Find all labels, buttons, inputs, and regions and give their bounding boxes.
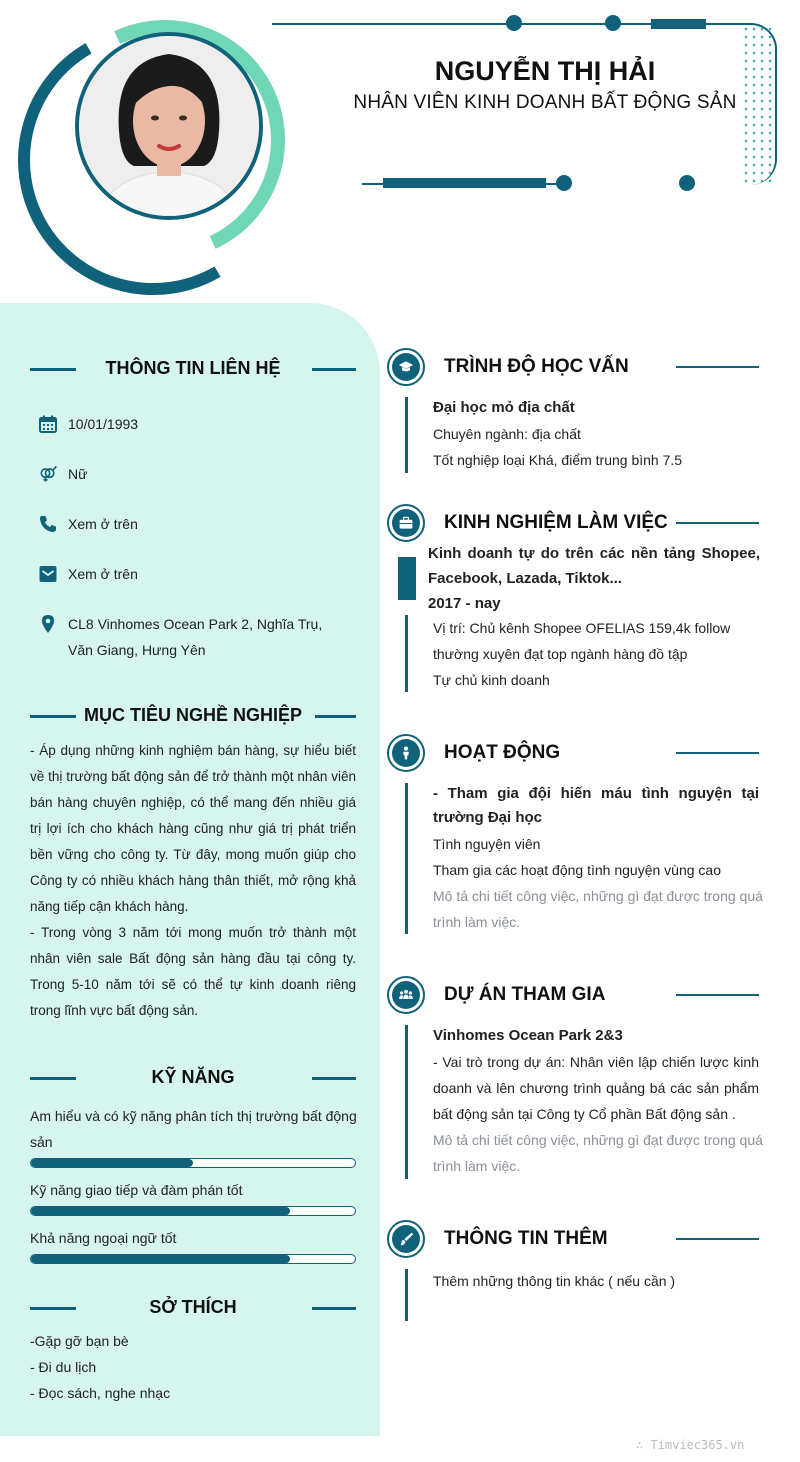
group-icon: [398, 987, 414, 1003]
education-major: Chuyên ngành: địa chất: [433, 426, 581, 442]
gender-text: Nữ: [68, 466, 88, 482]
skill-bar: [30, 1254, 356, 1264]
deco-bar: [383, 178, 546, 188]
deco-dot: [556, 175, 572, 191]
divider: [30, 1077, 76, 1080]
hobbies-heading: SỞ THÍCH: [149, 1297, 237, 1317]
projects-section-icon: [387, 976, 425, 1014]
timeline-line: [405, 397, 408, 473]
extra-text: Thêm những thông tin khác ( nếu cần ): [433, 1273, 676, 1289]
phone-text: Xem ở trên: [68, 516, 138, 532]
project-description: - Vai trò trong dự án: Nhân viên lập chiến lược kinh doanh và lên chương trình quảng bá các sản phẩm bất động sản tại Công ty Cổ phần Bất động sản .: [433, 1054, 759, 1122]
extra-heading: THÔNG TIN THÊM: [444, 1228, 608, 1249]
divider: [315, 715, 356, 718]
skill-name: Khả năng ngoại ngữ tốt: [30, 1230, 177, 1246]
contact-email: [38, 561, 368, 587]
brush-icon: [398, 1231, 414, 1247]
hobby-item: - Đi du lịch: [30, 1359, 97, 1375]
address-text: [68, 611, 322, 663]
experience-detail: Tự chủ kinh doanh: [433, 672, 550, 688]
project-name: Vinhomes Ocean Park 2&3: [433, 1027, 623, 1044]
experience-detail: Vị trí: Chủ kênh Shopee OFELIAS 159,4k follow: [433, 620, 731, 636]
experience-heading: KINH NGHIỆM LÀM VIỆC: [444, 512, 668, 533]
divider: [676, 522, 759, 524]
divider: [676, 752, 759, 754]
divider: [676, 1238, 759, 1240]
objective-paragraph-1: - Áp dụng những kinh nghiệm bán hàng, sự hiểu biết về thị trường bất động sản để trở thành một nhân viên bán hàng chuyên nghiệp, có thể mang đến nhiều giá trị lợi ích cho khách hàng cũng như giá trị phát triển bền vững cho công ty. Từ đây, mong muốn giúp cho Công ty có nhiều khách hàng thân thiết, mở rộng khả năng tiếp cận khách hàng.: [30, 743, 356, 914]
divider: [30, 368, 76, 371]
timeline-line: [405, 1269, 408, 1321]
email-text: Xem ở trên: [68, 566, 138, 582]
address-line-2: Văn Giang, Hưng Yên: [68, 642, 206, 658]
skill-bar: [30, 1158, 356, 1168]
deco-dot: [506, 15, 522, 31]
job-marker: [398, 557, 416, 600]
skill-name: Kỹ năng giao tiếp và đàm phán tốt: [30, 1182, 243, 1198]
objective-paragraph-2: - Trong vòng 3 năm tới mong muốn trở thành một nhân viên sale Bất động sản hàng đầu tại công ty. Trong 5-10 năm tới sẽ có thể tự kinh doanh riêng trong lĩnh vực bất động sản.: [30, 925, 356, 1018]
contact-gender: [38, 461, 368, 487]
deco-bar: [651, 19, 706, 29]
hobby-item: - Đọc sách, nghe nhạc: [30, 1385, 171, 1401]
education-graduation: Tốt nghiệp loại Khá, điểm trung bình 7.5: [433, 452, 683, 468]
calendar-icon: [38, 411, 68, 437]
birthday-text: 10/01/1993: [68, 416, 139, 432]
timeline-line: [405, 615, 408, 692]
project-placeholder: Mô tả chi tiết công việc, những gì đạt được trong quá trình làm việc.: [433, 1132, 763, 1174]
experience-period: 2017 - nay: [428, 595, 501, 612]
extra-section-icon: [387, 1220, 425, 1258]
gender-icon: [38, 461, 68, 487]
experience-detail: thường xuyên đạt top ngành hàng đồ tập: [433, 646, 688, 662]
divider: [312, 1077, 356, 1080]
activities-section-icon: [387, 734, 425, 772]
skill-bar: [30, 1206, 356, 1216]
location-pin-icon: [38, 611, 68, 637]
skill-bar-fill: [31, 1255, 290, 1263]
contact-birthday: [38, 411, 368, 437]
experience-section-icon: [387, 504, 425, 542]
address-line-1: CL8 Vinhomes Ocean Park 2, Nghĩa Trụ,: [68, 616, 323, 632]
candidate-title: NHÂN VIÊN KINH DOANH BẤT ĐỘNG SẢN: [353, 92, 737, 113]
divider: [312, 368, 356, 371]
portrait-image: [79, 36, 259, 216]
divider: [30, 1307, 76, 1310]
activity-placeholder: Mô tả chi tiết công việc, những gì đạt được trong quá trình làm việc.: [433, 888, 763, 930]
skill-bar-fill: [31, 1207, 290, 1215]
divider: [312, 1307, 356, 1310]
briefcase-icon: [398, 515, 414, 531]
person-icon: [398, 745, 414, 761]
graduation-cap-icon: [398, 359, 414, 375]
activity-name: - Tham gia đội hiến máu tình nguyện tại trường Đại học: [433, 785, 759, 826]
deco-dot: [605, 15, 621, 31]
candidate-name: NGUYỄN THỊ HẢI: [434, 56, 656, 86]
skills-heading: KỸ NĂNG: [151, 1067, 235, 1087]
watermark-brand: ∴ Timviec365.vn: [636, 1438, 745, 1452]
education-section-icon: [387, 348, 425, 386]
skill-name: Am hiểu và có kỹ năng phân tích thị trường bất động sản: [30, 1108, 357, 1150]
phone-icon: [38, 511, 68, 537]
activities-heading: HOẠT ĐỘNG: [444, 742, 561, 763]
projects-heading: DỰ ÁN THAM GIA: [444, 984, 606, 1005]
hobby-item: -Gặp gỡ bạn bè: [30, 1333, 129, 1349]
skill-bar-fill: [31, 1159, 193, 1167]
timeline-line: [405, 783, 408, 934]
experience-job: Kinh doanh tự do trên các nền tảng Shopee, Facebook, Lazada, Tiktok...: [428, 545, 760, 587]
timeline-line: [405, 1025, 408, 1179]
contact-address: [38, 611, 368, 663]
contact-phone: [38, 511, 368, 537]
mail-icon: [38, 561, 68, 587]
divider: [676, 994, 759, 996]
education-school: Đại học mỏ địa chất: [433, 399, 575, 416]
activity-description: Tham gia các hoạt động tình nguyện vùng cao: [433, 862, 721, 878]
activity-role: Tình nguyện viên: [433, 836, 541, 852]
divider: [30, 715, 76, 718]
avatar: [75, 32, 263, 220]
objective-heading: MỤC TIÊU NGHỀ NGHIỆP: [83, 705, 302, 725]
contact-heading: THÔNG TIN LIÊN HỆ: [105, 358, 281, 378]
deco-dot: [679, 175, 695, 191]
education-heading: TRÌNH ĐỘ HỌC VẤN: [444, 356, 629, 377]
divider: [676, 366, 759, 368]
